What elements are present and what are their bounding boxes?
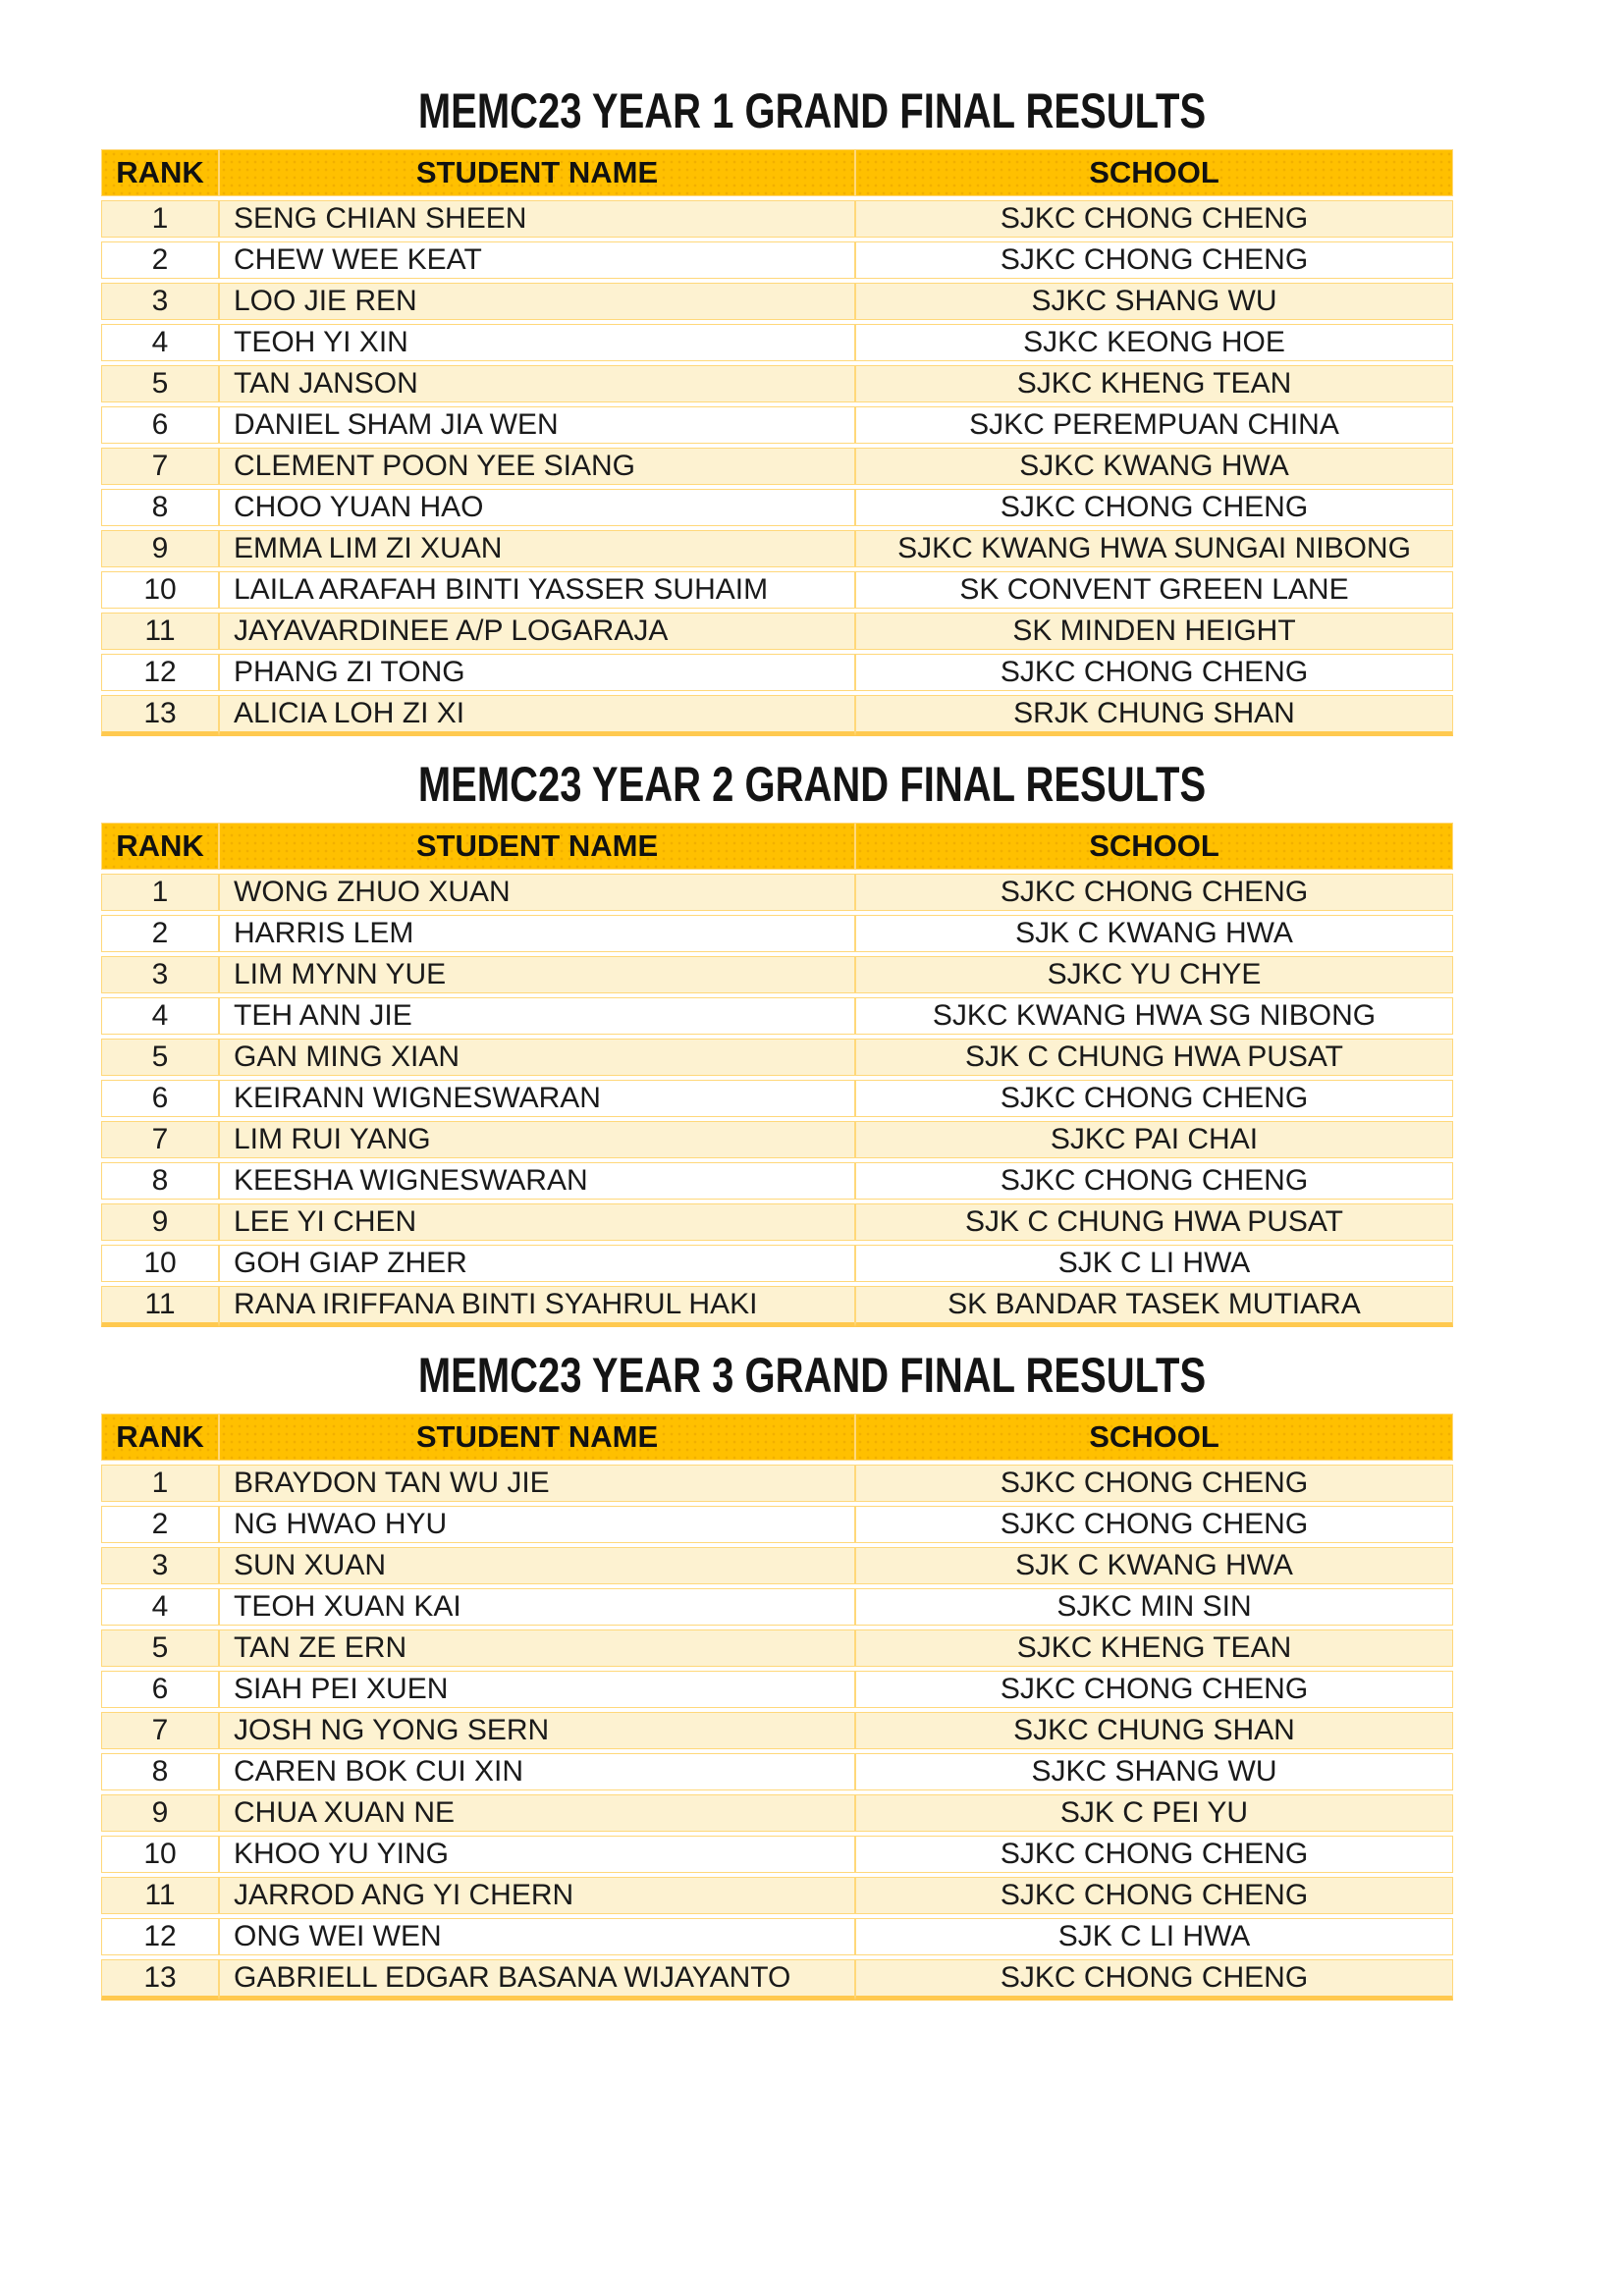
table-row <box>101 365 1453 402</box>
student-name-cell: LIM MYNN YUE <box>219 956 855 993</box>
rank-cell: 7 <box>101 448 219 485</box>
rank-cell: 9 <box>101 1794 219 1832</box>
table-row <box>101 241 1453 279</box>
student-name-cell: LEE YI CHEN <box>219 1203 855 1241</box>
school-cell: SJKC CHONG CHENG <box>855 874 1453 911</box>
section-year-1 <box>0 83 1624 740</box>
rank-cell: 11 <box>101 613 219 650</box>
table-row <box>101 1465 1453 1502</box>
table-row <box>101 1794 1453 1832</box>
header-row <box>101 149 1453 196</box>
table-row <box>101 1286 1453 1327</box>
rank-cell: 4 <box>101 324 219 361</box>
student-name-cell: HARRIS LEM <box>219 915 855 952</box>
rank-cell: 1 <box>101 874 219 911</box>
school-cell: SJKC CHONG CHENG <box>855 1877 1453 1914</box>
table-row <box>101 571 1453 609</box>
school-cell: SJKC KEONG HOE <box>855 324 1453 361</box>
table-row <box>101 997 1453 1035</box>
school-cell: SJKC PAI CHAI <box>855 1121 1453 1158</box>
column-header-student-name: STUDENT NAME <box>219 149 855 196</box>
table-title-year-3: MEMC23 YEAR 3 GRAND FINAL RESULTS <box>417 1348 1207 1403</box>
school-cell: SJK C LI HWA <box>855 1245 1453 1282</box>
school-cell: SJKC SHANG WU <box>855 1753 1453 1790</box>
rank-cell: 12 <box>101 654 219 691</box>
table-row <box>101 1121 1453 1158</box>
rank-cell: 8 <box>101 1753 219 1790</box>
table-row <box>101 613 1453 650</box>
table-row <box>101 1753 1453 1790</box>
table-row <box>101 530 1453 567</box>
student-name-cell: TEH ANN JIE <box>219 997 855 1035</box>
results-table-year-1 <box>101 145 1453 740</box>
results-table-year-3 <box>101 1410 1453 2004</box>
rank-cell: 3 <box>101 956 219 993</box>
school-cell: SJKC CHONG CHENG <box>855 1080 1453 1117</box>
school-cell: SJK C PEI YU <box>855 1794 1453 1832</box>
student-name-cell: KEIRANN WIGNESWARAN <box>219 1080 855 1117</box>
table-row <box>101 1547 1453 1584</box>
column-header-rank: RANK <box>101 149 219 196</box>
table-title-year-1: MEMC23 YEAR 1 GRAND FINAL RESULTS <box>417 83 1207 138</box>
column-header-school: SCHOOL <box>855 149 1453 196</box>
table-body <box>101 200 1453 736</box>
table-row <box>101 956 1453 993</box>
rank-cell: 6 <box>101 406 219 444</box>
rank-cell: 8 <box>101 489 219 526</box>
table-row <box>101 695 1453 736</box>
table-row <box>101 874 1453 911</box>
school-cell: SJKC KWANG HWA SUNGAI NIBONG <box>855 530 1453 567</box>
rank-cell: 2 <box>101 1506 219 1543</box>
table-row <box>101 406 1453 444</box>
rank-cell: 13 <box>101 1959 219 2001</box>
school-cell: SJKC KHENG TEAN <box>855 1629 1453 1667</box>
rank-cell: 2 <box>101 915 219 952</box>
rank-cell: 9 <box>101 1203 219 1241</box>
student-name-cell: GABRIELL EDGAR BASANA WIJAYANTO <box>219 1959 855 2001</box>
table-row <box>101 1836 1453 1873</box>
student-name-cell: KHOO YU YING <box>219 1836 855 1873</box>
rank-cell: 6 <box>101 1080 219 1117</box>
rank-cell: 11 <box>101 1877 219 1914</box>
table-header <box>101 149 1453 196</box>
table-row <box>101 1039 1453 1076</box>
student-name-cell: KEESHA WIGNESWARAN <box>219 1162 855 1200</box>
table-title-year-2: MEMC23 YEAR 2 GRAND FINAL RESULTS <box>417 757 1207 812</box>
table-row <box>101 448 1453 485</box>
table-row <box>101 1162 1453 1200</box>
school-cell: SJKC CHONG CHENG <box>855 489 1453 526</box>
header-row <box>101 1414 1453 1461</box>
rank-cell: 6 <box>101 1671 219 1708</box>
table-row <box>101 1918 1453 1955</box>
student-name-cell: CLEMENT POON YEE SIANG <box>219 448 855 485</box>
header-row <box>101 823 1453 870</box>
rank-cell: 1 <box>101 200 219 238</box>
school-cell: SJK C CHUNG HWA PUSAT <box>855 1039 1453 1076</box>
student-name-cell: SENG CHIAN SHEEN <box>219 200 855 238</box>
table-row <box>101 1588 1453 1626</box>
school-cell: SJKC SHANG WU <box>855 283 1453 320</box>
rank-cell: 4 <box>101 1588 219 1626</box>
rank-cell: 7 <box>101 1121 219 1158</box>
rank-cell: 1 <box>101 1465 219 1502</box>
student-name-cell: JOSH NG YONG SERN <box>219 1712 855 1749</box>
student-name-cell: PHANG ZI TONG <box>219 654 855 691</box>
table-row <box>101 1506 1453 1543</box>
school-cell: SJKC KHENG TEAN <box>855 365 1453 402</box>
student-name-cell: EMMA LIM ZI XUAN <box>219 530 855 567</box>
table-row <box>101 283 1453 320</box>
table-row <box>101 1629 1453 1667</box>
school-cell: SJKC CHONG CHENG <box>855 1465 1453 1502</box>
school-cell: SJK C LI HWA <box>855 1918 1453 1955</box>
student-name-cell: CHUA XUAN NE <box>219 1794 855 1832</box>
student-name-cell: ALICIA LOH ZI XI <box>219 695 855 736</box>
table-row <box>101 1245 1453 1282</box>
student-name-cell: SUN XUAN <box>219 1547 855 1584</box>
student-name-cell: CHEW WEE KEAT <box>219 241 855 279</box>
student-name-cell: WONG ZHUO XUAN <box>219 874 855 911</box>
rank-cell: 13 <box>101 695 219 736</box>
school-cell: SJKC KWANG HWA <box>855 448 1453 485</box>
school-cell: SK MINDEN HEIGHT <box>855 613 1453 650</box>
student-name-cell: JAYAVARDINEE A/P LOGARAJA <box>219 613 855 650</box>
rank-cell: 2 <box>101 241 219 279</box>
school-cell: SK BANDAR TASEK MUTIARA <box>855 1286 1453 1327</box>
school-cell: SRJK CHUNG SHAN <box>855 695 1453 736</box>
student-name-cell: LIM RUI YANG <box>219 1121 855 1158</box>
school-cell: SJKC CHONG CHENG <box>855 1959 1453 2001</box>
rank-cell: 8 <box>101 1162 219 1200</box>
table-row <box>101 200 1453 238</box>
table-body <box>101 1465 1453 2001</box>
rank-cell: 10 <box>101 1245 219 1282</box>
student-name-cell: RANA IRIFFANA BINTI SYAHRUL HAKI <box>219 1286 855 1327</box>
column-header-student-name: STUDENT NAME <box>219 823 855 870</box>
student-name-cell: TAN ZE ERN <box>219 1629 855 1667</box>
school-cell: SJK C KWANG HWA <box>855 915 1453 952</box>
rank-cell: 10 <box>101 571 219 609</box>
student-name-cell: NG HWAO HYU <box>219 1506 855 1543</box>
table-row <box>101 654 1453 691</box>
rank-cell: 5 <box>101 365 219 402</box>
school-cell: SJKC YU CHYE <box>855 956 1453 993</box>
rank-cell: 7 <box>101 1712 219 1749</box>
section-year-2 <box>0 757 1624 1331</box>
section-year-3 <box>0 1348 1624 2004</box>
table-row <box>101 324 1453 361</box>
table-row <box>101 1712 1453 1749</box>
school-cell: SJKC CHONG CHENG <box>855 1836 1453 1873</box>
table-header <box>101 1414 1453 1461</box>
student-name-cell: CAREN BOK CUI XIN <box>219 1753 855 1790</box>
school-cell: SJKC CHUNG SHAN <box>855 1712 1453 1749</box>
rank-cell: 5 <box>101 1629 219 1667</box>
table-row <box>101 1959 1453 2001</box>
school-cell: SJK C CHUNG HWA PUSAT <box>855 1203 1453 1241</box>
rank-cell: 9 <box>101 530 219 567</box>
student-name-cell: SIAH PEI XUEN <box>219 1671 855 1708</box>
school-cell: SK CONVENT GREEN LANE <box>855 571 1453 609</box>
student-name-cell: LAILA ARAFAH BINTI YASSER SUHAIM <box>219 571 855 609</box>
student-name-cell: GOH GIAP ZHER <box>219 1245 855 1282</box>
column-header-rank: RANK <box>101 1414 219 1461</box>
student-name-cell: TEOH XUAN KAI <box>219 1588 855 1626</box>
rank-cell: 11 <box>101 1286 219 1327</box>
rank-cell: 10 <box>101 1836 219 1873</box>
school-cell: SJKC CHONG CHENG <box>855 200 1453 238</box>
student-name-cell: JARROD ANG YI CHERN <box>219 1877 855 1914</box>
school-cell: SJKC CHONG CHENG <box>855 1506 1453 1543</box>
rank-cell: 4 <box>101 997 219 1035</box>
student-name-cell: CHOO YUAN HAO <box>219 489 855 526</box>
student-name-cell: LOO JIE REN <box>219 283 855 320</box>
student-name-cell: DANIEL SHAM JIA WEN <box>219 406 855 444</box>
school-cell: SJKC KWANG HWA SG NIBONG <box>855 997 1453 1035</box>
school-cell: SJK C KWANG HWA <box>855 1547 1453 1584</box>
student-name-cell: BRAYDON TAN WU JIE <box>219 1465 855 1502</box>
student-name-cell: TAN JANSON <box>219 365 855 402</box>
table-row <box>101 489 1453 526</box>
table-row <box>101 1671 1453 1708</box>
table-row <box>101 1877 1453 1914</box>
column-header-rank: RANK <box>101 823 219 870</box>
column-header-school: SCHOOL <box>855 823 1453 870</box>
school-cell: SJKC PEREMPUAN CHINA <box>855 406 1453 444</box>
school-cell: SJKC CHONG CHENG <box>855 1671 1453 1708</box>
school-cell: SJKC CHONG CHENG <box>855 654 1453 691</box>
rank-cell: 12 <box>101 1918 219 1955</box>
table-row <box>101 1080 1453 1117</box>
school-cell: SJKC CHONG CHENG <box>855 1162 1453 1200</box>
table-body <box>101 874 1453 1327</box>
rank-cell: 3 <box>101 1547 219 1584</box>
school-cell: SJKC MIN SIN <box>855 1588 1453 1626</box>
student-name-cell: GAN MING XIAN <box>219 1039 855 1076</box>
column-header-student-name: STUDENT NAME <box>219 1414 855 1461</box>
student-name-cell: ONG WEI WEN <box>219 1918 855 1955</box>
table-header <box>101 823 1453 870</box>
results-table-year-2 <box>101 819 1453 1331</box>
school-cell: SJKC CHONG CHENG <box>855 241 1453 279</box>
rank-cell: 3 <box>101 283 219 320</box>
rank-cell: 5 <box>101 1039 219 1076</box>
column-header-school: SCHOOL <box>855 1414 1453 1461</box>
student-name-cell: TEOH YI XIN <box>219 324 855 361</box>
table-row <box>101 1203 1453 1241</box>
table-row <box>101 915 1453 952</box>
